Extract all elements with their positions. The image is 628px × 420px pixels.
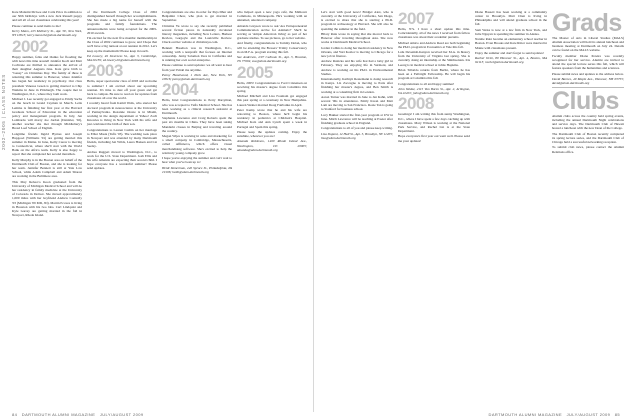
note-paragraph: Aaron Turner was married in June to Jen Kahn, with several '06s in attendance. Emily Kwan and Matt Lam are moving to San Francisco. Rosie Tan is going to Stanford for business school. bbox=[321, 94, 393, 112]
contact-info[interactable]: Lisa Dupont, 12 Hall St., Apt. 5, Brooklyn, NY 11205; lisa@alum.dartmouth.org bbox=[321, 131, 393, 140]
note-paragraph: The Master of Arts in Liberal Studies (MALS) Alumni Association will hold its annual luncheon and business meeting at Dartmouth on July 24. Details can be found on the MALS website. bbox=[552, 36, 624, 53]
column-6 bbox=[398, 10, 470, 144]
note-paragraph: The Dartmouth Club of Boston recently completed its spring lecture series, and the Dartmouth Club of Chicago held a successful networking reception. bbox=[552, 131, 624, 144]
contact-info[interactable]: Amanda Robinson, 1400 Rhode Island Ave., Washington, DC 20005; amanda@alum.dartmouth.org bbox=[237, 139, 307, 152]
grads-section-heading: Grads bbox=[552, 9, 622, 37]
clubs-section-heading: Clubs bbox=[552, 86, 619, 115]
note-paragraph: Enjoy the summer and don't forget to send updates! bbox=[475, 50, 544, 55]
note-paragraph: This May Rebecca Koon graduated from the University of Michigan Medical School and will do her residency in family medicine at the University of Colorado in Denver. She moved approximately 1,000 miles with her boyfriend Andrew Connolly '03 (Michigan '09 MD, JD). Martin Ecoves is living in Houston with his two labs. Carl Lindquist and Kyle Garrey are getting married in the fall in Newport, Rhode Island. bbox=[12, 179, 82, 218]
column-3 bbox=[162, 10, 232, 175]
note-paragraph: Hello, 2005! Congratulations to Ford Cristensen on receiving his master's degree from Columbia this spring. bbox=[237, 80, 307, 93]
page-number: 85 bbox=[614, 412, 620, 417]
note-paragraph: Stephanie Lawrence and Craig Roberts spent the past six months in China. They have been taking Mandarin classes in Beijing and traveling around the country. bbox=[162, 116, 232, 133]
note-paragraph: Please submit news and updates to the address below. bbox=[552, 71, 624, 76]
note-paragraph: Christina Yu wrote to say she recently published several fiction pieces in nationally circulated literary magazines, including New Letters, Hudson Review, Gargoyle and the Louisville Review. Check out her website at christinayu.com. bbox=[162, 23, 232, 45]
column-2 bbox=[87, 10, 157, 171]
note-paragraph: Michael Mitchell and Lisa Fountain got engaged this past spring at a ceremony in New Hampshire. Lauren Weiner married Doug Fairbanks in April. bbox=[237, 94, 307, 107]
issue-date: JULY/AUGUST 2009 bbox=[99, 412, 144, 417]
note-paragraph: Greetings! I am writing this from sunny Washington, D.C., where I have spent a few days catching up with classmates. Mary Wilson is working at the National Park Service, and Rachel Lin is at the State Department. bbox=[398, 112, 470, 134]
note-paragraph: of the Dartmouth College Class of 2002 distinguished herself through her accomplishments. She has made a big name for herself with the programs and family foundations. The announcements were being accepted for the 2009-2010 awards. bbox=[87, 10, 157, 35]
note-paragraph: Amanda Grayson wrote to ask 'Are Entrepreneurial Communication Active for Animals?' She'll be serving as 'simple American living' as part of her graduate studies. To see pictures, go to her website. bbox=[237, 23, 307, 41]
class-year-heading: 2005 bbox=[237, 62, 273, 82]
note-paragraph: Lucy Bakker started the first-year program at UW in June. Mitch Lawrence will be teaching at Exeter after finishing graduate school in England. bbox=[321, 112, 393, 126]
note-paragraph: Faculty member Diana Pereira was recently recognized for her service. Alumni are invited to attend the special lecture series this fall, which will feature speakers from the humanities and sciences. bbox=[552, 53, 624, 71]
note-paragraph: Internationally, Kathryn Reatemann is doing research in Kenya. Liz Zaccagno is moving to Paris after finishing her master's degree, and Ben Smith is working at a consulting firm in London. bbox=[321, 77, 393, 94]
note-paragraph: Hello, Intel Congratulations to Perry Darryman, who was accepted to Tufts Medical School. She has been working as a clinical research assistant at Dartmouth. bbox=[162, 98, 232, 115]
column-7 bbox=[475, 10, 547, 66]
note-paragraph: Andrew Ruzicka and his wife Kat had a baby girl in February. They are enjoying life in Vermont, and Andrew is working on his Ph.D. in Environmental Studies. bbox=[321, 59, 393, 76]
class-year-heading: 2004 bbox=[162, 80, 198, 100]
page-gutter bbox=[313, 8, 314, 412]
column-1 bbox=[12, 10, 82, 218]
contact-info[interactable]: Heidi Immerman, 240 Spruce St., Philadelphia, PA 19106; heidi@alum.dartmouth.org bbox=[162, 165, 232, 174]
note-paragraph: Jordan Collins is doing her medical residency in New Orleans, and Yuri Kozlov is moving to Chicago for a new job in finance. bbox=[321, 45, 393, 58]
note-paragraph: Andrea Ruggeri moved to Washington, D.C., to work for the U.S. State Department. Josh Ellis and his wife Amanda are expecting their second child. I hope everyone has a wonderful summer! Please send updates. bbox=[87, 149, 157, 171]
note-paragraph: Happy summer, folks and thanks for flooding me with news this time around! Jennifer Koch and Matt Cochrane are thrilled to announce the arrival of their daughter Augusta Jane. Kate gave birth to "Gussy" on Christmas Day. The family of three is returning this summer to Hanover, where Jennifer has begun her residency in psychiatry. Our class president Vanessa Green is getting married to Chip Watkins in June in Pittsburgh. The couple met in Washington, D.C., where they both work. bbox=[12, 54, 82, 96]
note-paragraph: Longtime friends Ingrid Byrnes and Joseph Hapgood (Williams '01) are getting married this summer in Maine. In June, Kelly Carew is moving to Connecticut, where she'll start with the World Bank on the Africa team. Kelly is also happy to report that she completed her second marathon. bbox=[12, 131, 82, 157]
note-paragraph: Sam Weiss is now at a law firm in New York, and Julie Nguyen is spending the summer in Alaska. bbox=[475, 27, 547, 36]
page-footer-left bbox=[12, 412, 143, 417]
contact-info[interactable]: Rachel Ortiz, 80 Hanover St., Apt. 4, Boston, MA 02113; rachel@alum.dartmouth.org bbox=[475, 56, 547, 65]
note-paragraph: To submit club news, please contact the Alumni Relations office. bbox=[552, 145, 624, 154]
note-paragraph: Lulu Devenish-Kenyon received her M.A. in history from the University of Virginia last spring. She is currently doing an internship at the Smithsonian. Iris Leong is in medical school at Johns Hopkins. bbox=[398, 50, 470, 67]
note-paragraph: Hello, super spectacular class of 2003 and welcome to summer! I am excited about our upcoming reunion. It's time to dust off your green and get back to campus. Be sure to read on for updates from classmates all over the world. bbox=[87, 79, 157, 101]
note-paragraph: Hope everyone's first year out went well. Please send me your updates! bbox=[398, 134, 470, 143]
page-footer-right bbox=[489, 412, 620, 417]
note-paragraph: Diana Bassett has been working at a community center in Brooklyn. Matt Chen is living in Philadelphia and will attend graduate school in the fall. bbox=[475, 10, 547, 27]
column-5 bbox=[321, 10, 393, 141]
note-paragraph: Brian Tribaldo returns from Berlin, where he has been on a Fulbright Fellowship. He will begin his program at Columbia this fall. bbox=[398, 67, 470, 81]
note-paragraph: Natalie Ruiz became an elementary school teacher in Boston. Evan Brooks and Kate Ritter were married in Maine with classmates present. bbox=[475, 37, 547, 50]
note-paragraph: Kate Matteini McGee and Carla Price in addition to our 50th birthdays with a new Jack Russell puppy and tell all of our classmates celebrating this year! bbox=[12, 10, 82, 23]
note-paragraph: I hope you're enjoying the summer and can't wait to hear what you've been up to! bbox=[162, 156, 232, 165]
class-year-heading: 2002 bbox=[12, 36, 48, 56]
column-4 bbox=[237, 10, 307, 153]
magazine-name: DARTMOUTH ALUMNI MAGAZINE bbox=[21, 412, 96, 417]
issue-date: JULY/AUGUST 2009 bbox=[566, 412, 611, 417]
contact-info[interactable]: David Barnes, 49 Maple Ave., Hanover, NH 03755; david@alum.dartmouth.org bbox=[552, 76, 624, 86]
note-paragraph: Let's start with good news! Bridget Alex, who is currently at the University of California, San Diego, is excited to share that she is starting a Ph.D. program in archaeology at Harvard. She will also be spending the summer in the field. bbox=[321, 10, 393, 31]
note-paragraph: Bennett Haselton was in Washington, D.C., working with a nonprofit that focuses on Internet censorship. Jenny Salomon lives in California and is running her own social enterprise. bbox=[162, 45, 232, 63]
note-paragraph: Hello, '07s. I have a short update this time. Coincidentally, all of the news I received from fellow classmates was about their academic pursuits. bbox=[398, 27, 470, 40]
note-paragraph: And finally, congratulations to Tommy Dolan, who will be attending the Bowers' Trinity Conservatory in an M.F.A. program starting this fall. bbox=[237, 41, 307, 54]
contact-info[interactable]: John Valdez, 2115 Van Buren St., Apt. 2, Arlington, VA 22201; john@alum.dartmouth.org bbox=[398, 86, 470, 96]
note-paragraph: I recently heard from Kamil Wolk, who started her doctoral program in neuroscience at the University of Pennsylvania. Roxanne Oreste is in Miami, working in the design department at Yahoo! Zach Knowles is living in New York with his wife and just celebrated the birth of their son. bbox=[87, 101, 157, 127]
contact-info[interactable]: Kerry Mann, 225 Mulberry St., Apt. 5E, New York, NY 10013; kerry.mann.02@alum.dartmouth.org bbox=[12, 29, 82, 38]
note-paragraph: Congratulations are also in order for Puja Dhar and Benjamin Chew, who plan to get married in September. bbox=[162, 10, 232, 23]
note-paragraph: Please continue to send items to me! bbox=[12, 23, 61, 28]
note-paragraph: Megan Wijes is working in sales and marketing for a small company in Cambridge, Massachusetts, called Affinnova, which offers visual merchandising software. She's excited to help the relatively young company grow. bbox=[162, 134, 232, 155]
page-number: 84 bbox=[12, 412, 18, 417]
column-8 bbox=[552, 10, 624, 155]
note-paragraph: Please keep the updates coming. Enjoy the sunshine, wherever you are! bbox=[237, 129, 307, 139]
magazine-name: DARTMOUTH ALUMNI MAGAZINE bbox=[488, 412, 563, 417]
note-paragraph: I'm excited for the next five months: membership in the Class of 2002 continues to grow, and I hope that we'll have a big turnout at our reunion in 2012. Let's keep up the momentum! Please keep in touch. bbox=[87, 36, 158, 53]
class-year-heading: 2007 bbox=[398, 9, 434, 28]
note-paragraph: Michael Amico and Andrew Reed are both beginning the Ph.D. program in Economics at Yale this fall. bbox=[398, 40, 470, 49]
contact-info[interactable]: Sue Anderson, 2/97 Calhoun St., Apt. 3, Houston, TX 77004; sue@alum.dartmouth.org bbox=[237, 55, 307, 64]
note-paragraph: Please continue to send updates: we all want to hear from you! Email me anytime. bbox=[162, 63, 232, 72]
note-paragraph: Peter Kemp wrote that he and his wife are relocating to Boston, where he'll begin his residency in pediatrics at Children's Hospital. Michael Katz and Ann Lynch spent a week in Portugal and Spain this spring. bbox=[237, 107, 307, 129]
note-paragraph: Congratulations to Lauren Cashin on her marriage to Elliot Masia (Tufts '03). The wedding took place in Newport and was attended by many Dartmouth friends, including Jen Wilds, Laura Hansen and Liz Seeley. bbox=[87, 127, 157, 149]
note-paragraph: Congratulations to all and happy summer! bbox=[398, 81, 455, 86]
class-year-heading: 2003 bbox=[87, 61, 123, 81]
contact-info[interactable]: Penny Haselwood, 1 Park Ave, New York, NY 10016; penny@alum.dartmouth.org bbox=[162, 72, 232, 82]
note-paragraph: Michael J. Lee recently got engaged to Emily Sachs on the beach in Grand Cayman in March. Leila Lemme is finishing her first year at the Harvard Graduate School of Education in the education policy and management program. In July, Jen Lombardo will marry Joe Jordan (Dantzler, '02), another teacher she met through Middlebury's Bread Loaf School of English. bbox=[12, 97, 82, 131]
note-paragraph: Alumni clubs across the country held spring events, including the annual Dartmouth Night celebrations and service days. The Dartmouth Club of Hawaii hosted a luncheon with the new Dean of the College. bbox=[552, 113, 624, 131]
class-year-heading: 2008 bbox=[398, 94, 434, 114]
left-page bbox=[0, 0, 313, 420]
section-side-label: 2002–2005 | CLASS NOTES bbox=[1, 73, 6, 150]
note-paragraph: Congratulations to all of you and please keep writing. bbox=[321, 126, 393, 131]
note-paragraph: who helped open a new yoga café, the Midtown Commons, in Minneapolis. He's working with an unnamed, unrelated company. bbox=[237, 10, 307, 23]
right-page bbox=[315, 0, 628, 420]
note-paragraph: Kelly Murphy is in the Boston area on behalf of the Dartmouth Club of Boston, and she is looking for her team. Jennifer Bennett is still at Yale Law School, while Adam Campbell and Adam Sharon are working in the Baltimore area. bbox=[12, 157, 82, 179]
note-paragraph: Hilary Rule wrote in saying that she moved back to Hanover after traveling throughout Asia. She now works at Dartmouth Medical School. bbox=[321, 31, 393, 45]
contact-info[interactable]: Ed Lowery, 49 Inverness St., Apt. 3, Cambridge, MA 02139; ed.lowery.02@alum.dartmouth.org bbox=[87, 53, 157, 63]
